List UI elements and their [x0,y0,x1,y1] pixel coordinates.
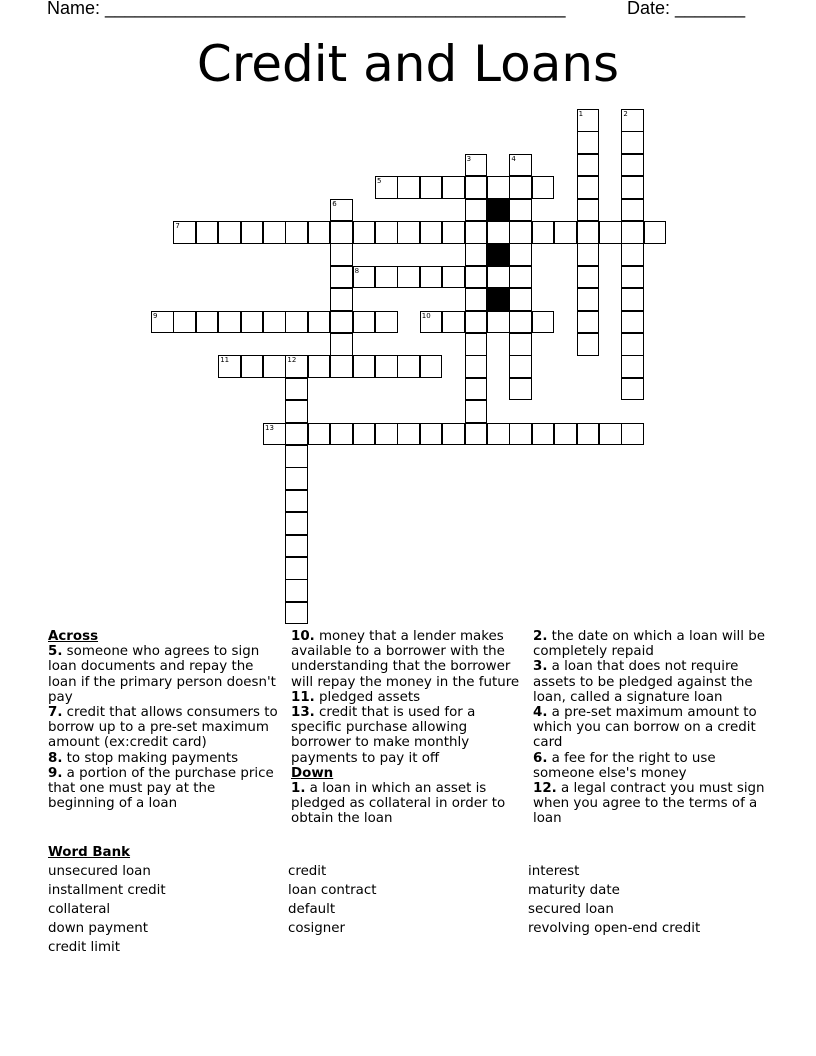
grid-cell[interactable] [375,176,398,199]
grid-cell[interactable] [442,266,465,289]
word-bank-column-1 [48,862,166,957]
grid-cell[interactable] [509,243,532,266]
grid-cell[interactable] [397,355,420,378]
grid-cell[interactable] [621,176,644,199]
clue-across-7: 7. credit that allows consumers to borrow up to a pre-set maximum amount (ex:credit card) [48,705,278,751]
grid-cell[interactable] [621,199,644,222]
grid-cell[interactable] [420,311,443,334]
grid-cell[interactable] [442,423,465,446]
grid-cell[interactable] [621,378,644,401]
grid-cell[interactable] [509,199,532,222]
word-bank-item: unsecured loan [48,864,151,879]
grid-cell[interactable] [465,400,488,423]
word-bank-item: cosigner [288,921,345,936]
clue-down-2: 2. the date on which a loan will be completely repaid [533,629,765,660]
grid-cell[interactable] [465,288,488,311]
grid-cell[interactable] [241,221,264,244]
clue-number: 13 [265,423,274,432]
grid-cell[interactable] [375,266,398,289]
grid-cell[interactable] [577,243,600,266]
grid-cell[interactable] [375,423,398,446]
grid-cell[interactable] [330,311,353,334]
clue-across-11: 11. pledged assets [291,689,421,705]
name-field-label: Name: ______________________________________________ [47,0,566,18]
grid-cell[interactable] [308,221,331,244]
clues-column-2 [291,629,527,827]
grid-cell[interactable] [532,176,555,199]
grid-cell[interactable] [442,176,465,199]
grid-black-cell [487,288,510,311]
grid-black-cell [487,243,510,266]
grid-cell[interactable] [285,400,308,423]
grid-cell[interactable] [375,355,398,378]
clue-number: 4 [511,154,516,163]
grid-cell[interactable] [577,333,600,356]
grid-cell[interactable] [442,221,465,244]
grid-cell[interactable] [465,221,488,244]
clue-number: 5 [377,177,382,186]
grid-cell[interactable] [442,311,465,334]
grid-cell[interactable] [330,288,353,311]
grid-cell[interactable] [509,176,532,199]
down-heading: Down [291,765,334,781]
clue-number: 3 [466,154,472,163]
grid-cell[interactable] [577,221,600,244]
grid-cell[interactable] [577,109,600,132]
grid-cell[interactable] [375,221,398,244]
clue-number: 1 [578,110,584,118]
clue-number: 2 [623,110,628,118]
across-heading: Across [48,629,99,644]
grid-cell[interactable] [263,311,286,334]
grid-cell[interactable] [420,423,443,446]
grid-cell[interactable] [330,199,353,222]
word-bank-item: interest [528,864,580,879]
grid-cell[interactable] [509,311,532,334]
grid-cell[interactable] [397,266,420,289]
grid-cell[interactable] [218,221,241,244]
grid-cell[interactable] [330,355,353,378]
grid-cell[interactable] [577,311,600,334]
grid-cell[interactable] [621,221,644,244]
grid-cell[interactable] [509,333,532,356]
grid-cell[interactable] [465,423,488,446]
grid-cell[interactable] [397,221,420,244]
grid-cell[interactable] [218,355,241,378]
grid-cell[interactable] [487,423,510,446]
grid-cell[interactable] [397,423,420,446]
grid-cell[interactable] [173,221,196,244]
clue-across-8: 8. to stop making payments [48,750,239,766]
clue-down-12: 12. a legal contract you must sign when you agree to the terms of a loan [533,781,765,827]
clue-down-4: 4. a pre-set maximum amount to which you can borrow on a credit card [533,705,757,751]
clue-across-10: 10. money that a lender makes available to a borrower with the understanding that the borrower will repay the money in the future [291,629,520,690]
clue-across-13: 13. credit that is used for a specific purchase allowing borrower to make monthly payments to pay it off [291,705,476,766]
clues-column-3 [533,629,769,827]
grid-cell[interactable] [353,355,376,378]
grid-cell[interactable] [577,266,600,289]
grid-cell[interactable] [465,243,488,266]
grid-cell[interactable] [241,355,264,378]
clue-across-5: 5. someone who agrees to sign loan documents and repay the loan if the primary person doesn't pay [48,644,276,705]
grid-cell[interactable] [621,423,644,446]
word-bank-item: down payment [48,921,149,936]
grid-cell[interactable] [577,176,600,199]
word-bank-item: credit [288,864,327,879]
word-bank-item: secured loan [528,902,614,917]
grid-cell[interactable] [509,221,532,244]
grid-cell[interactable] [621,355,644,378]
grid-cell[interactable] [465,154,488,177]
grid-cell[interactable] [285,512,308,535]
grid-cell[interactable] [241,311,264,334]
grid-cell[interactable] [285,445,308,468]
grid-cell[interactable] [532,221,555,244]
grid-cell[interactable] [196,221,219,244]
grid-cell[interactable] [621,109,644,132]
grid-cell[interactable] [532,423,555,446]
grid-cell[interactable] [487,221,510,244]
grid-cell[interactable] [577,199,600,222]
grid-cell[interactable] [330,333,353,356]
grid-cell[interactable] [285,490,308,513]
clue-number: 12 [287,356,297,365]
grid-cell[interactable] [285,311,308,334]
grid-cell[interactable] [465,199,488,222]
grid-cell[interactable] [353,311,376,334]
grid-cell[interactable] [465,378,488,401]
grid-cell[interactable] [465,311,488,334]
grid-cell[interactable] [353,221,376,244]
grid-cell[interactable] [509,423,532,446]
grid-cell[interactable] [621,333,644,356]
grid-cell[interactable] [554,423,577,446]
grid-cell[interactable] [487,176,510,199]
grid-cell[interactable] [509,378,532,401]
grid-cell[interactable] [285,221,308,244]
word-bank-item: credit limit [48,940,120,955]
grid-cell[interactable] [621,243,644,266]
grid-cell[interactable] [173,311,196,334]
grid-cell[interactable] [577,131,600,154]
grid-cell[interactable] [621,154,644,177]
grid-cell[interactable] [644,221,667,244]
grid-cell[interactable] [263,423,286,446]
grid-cell[interactable] [330,243,353,266]
page-title: Credit and Loans [196,35,620,93]
clues-column-1 [48,629,284,811]
grid-cell[interactable] [353,423,376,446]
grid-cell[interactable] [308,423,331,446]
grid-cell[interactable] [621,288,644,311]
word-bank-item: maturity date [528,883,620,898]
grid-cell[interactable] [420,221,443,244]
grid-cell[interactable] [285,602,308,625]
clue-number: 6 [332,199,337,208]
grid-cell[interactable] [599,423,622,446]
grid-cell[interactable] [285,423,308,446]
grid-cell[interactable] [263,221,286,244]
grid-cell[interactable] [285,378,308,401]
word-bank-item: default [288,902,336,917]
grid-cell[interactable] [532,311,555,334]
grid-cell[interactable] [577,288,600,311]
grid-cell[interactable] [285,579,308,602]
grid-cell[interactable] [218,311,241,334]
grid-cell[interactable] [577,423,600,446]
grid-cell[interactable] [330,423,353,446]
grid-cell[interactable] [285,557,308,580]
word-bank-item: installment credit [48,883,166,898]
grid-cell[interactable] [509,266,532,289]
grid-cell[interactable] [196,311,219,334]
grid-cell[interactable] [465,333,488,356]
date-field-label: Date: _______ [627,0,746,18]
grid-cell[interactable] [151,311,174,334]
grid-cell[interactable] [420,266,443,289]
grid-cell[interactable] [330,221,353,244]
grid-cell[interactable] [420,176,443,199]
grid-cell[interactable] [285,355,308,378]
clue-down-6: 6. a fee for the right to use someone else's money [533,750,716,781]
grid-cell[interactable] [420,355,443,378]
clue-number: 9 [153,311,158,320]
grid-cell[interactable] [308,355,331,378]
clue-number: 11 [220,356,230,365]
grid-cell[interactable] [375,311,398,334]
grid-cell[interactable] [487,311,510,334]
clue-down-1: 1. a loan in which an asset is pledged as collateral in order to obtain the loan [291,781,506,827]
word-bank-column-2 [288,862,376,938]
grid-cell[interactable] [397,176,420,199]
grid-cell[interactable] [285,467,308,490]
grid-cell[interactable] [330,266,353,289]
clue-down-3: 3. a loan that does not require assets to be pledged against the loan, called a signature loan [533,659,753,705]
grid-cell[interactable] [509,154,532,177]
grid-cell[interactable] [621,266,644,289]
grid-cell[interactable] [353,266,376,289]
grid-black-cell [487,199,510,222]
grid-cell[interactable] [465,176,488,199]
word-bank-item: loan contract [288,883,377,898]
clue-across-9: 9. a portion of the purchase price that one must pay at the beginning of a loan [48,765,274,812]
grid-cell[interactable] [487,266,510,289]
grid-cell[interactable] [621,131,644,154]
grid-cell[interactable] [263,355,286,378]
grid-cell[interactable] [599,221,622,244]
grid-cell[interactable] [509,355,532,378]
word-bank-column-3 [528,862,700,938]
clue-number: 10 [421,311,431,320]
word-bank-heading: Word Bank [48,845,131,860]
grid-cell[interactable] [465,355,488,378]
grid-cell[interactable] [308,311,331,334]
word-bank-item: revolving open-end credit [528,921,701,936]
word-bank-item: collateral [48,902,111,917]
grid-cell[interactable] [285,535,308,558]
clue-number: 7 [175,222,180,230]
grid-cell[interactable] [465,266,488,289]
clue-number: 8 [354,266,360,275]
grid-cell[interactable] [621,311,644,334]
grid-cell[interactable] [554,221,577,244]
grid-cell[interactable] [577,154,600,177]
grid-cell[interactable] [509,288,532,311]
